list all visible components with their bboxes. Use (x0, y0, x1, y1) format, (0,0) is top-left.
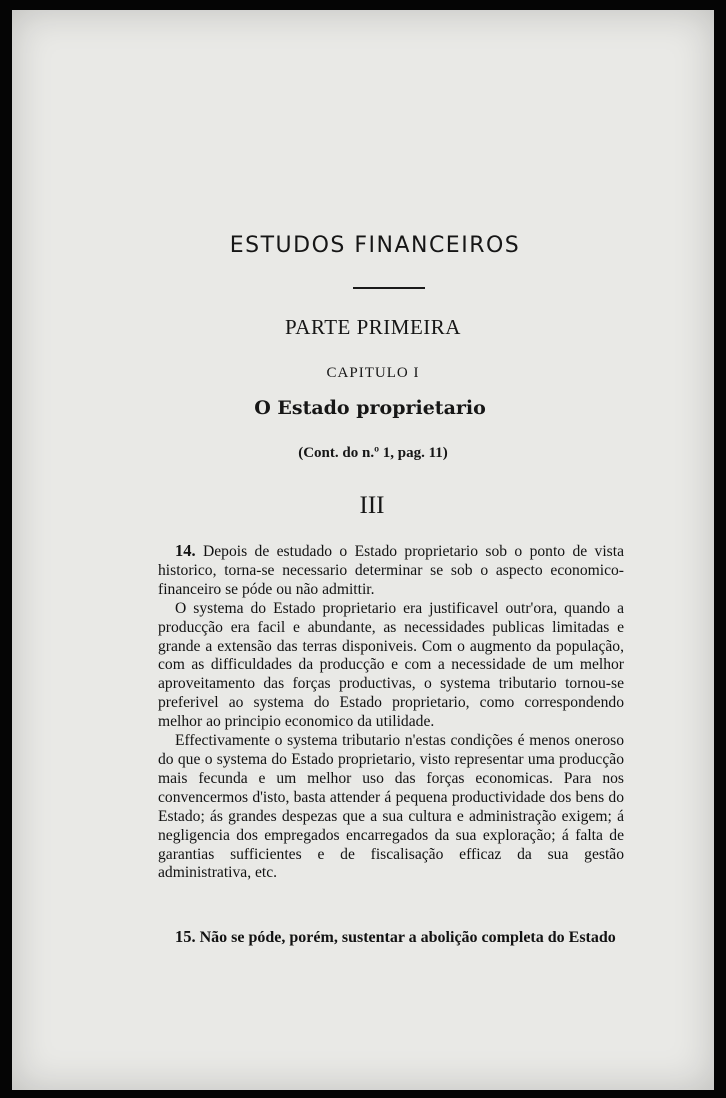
running-head: ESTUDOS FINANCEIROS (229, 233, 521, 258)
part-title: PARTE PRIMEIRA (285, 315, 461, 339)
paragraph: Effectivamente o systema tributario n'estas condições é menos oneroso do que o systema do Estado proprietario, visto representar uma producção mais fecunda e um melhor uso das forças economicas. Para nos convencermos d'isto, basta attender á pequena productividade dos bens do Estado; ás grandes despezas que a sua cultura e administração exigem; á negligencia dos empregados encarregados da sua exploração; á falta de garantias sufficientes e de fiscalisação efficaz da sua gestão administrativa, etc. (158, 732, 624, 882)
continuation-note: (Cont. do n.º 1, pag. 11) (298, 445, 448, 461)
book-page (12, 10, 714, 1090)
section-title: O Estado proprietario (254, 397, 486, 419)
chapter-heading: CAPITULO I (326, 365, 420, 381)
paragraph-text: Não se póde, porém, sustentar a abolição completa do Estado (199, 929, 616, 946)
header-rule (353, 287, 425, 289)
paragraph-text: Depois de estudado o Estado proprietario sob o ponto de vista historico, torna-se necessario determinar se sob o aspecto economico-financeiro se póde ou não admittir. (158, 543, 624, 598)
paragraph-14 (158, 542, 624, 883)
paragraph-number: 15. (175, 927, 196, 946)
paragraph-15 (158, 928, 624, 948)
paragraph (158, 542, 624, 600)
paragraph (158, 928, 624, 948)
paragraph: O systema do Estado proprietario era justificavel outr'ora, quando a producção era facil e abundante, as necessidades publicas limitadas e grande a extensão das terras disponiveis. Com o augmento da população, com as difficuldades da producção e com a necessidade de um melhor aproveitamento das forças productivas, o systema tributario tornou-se preferivel ao systema do Estado proprietario, como correspondendo melhor ao principio economico da utilidade. (158, 599, 624, 731)
paragraph-number: 14. (175, 541, 196, 560)
roman-numeral-heading: III (359, 492, 385, 519)
